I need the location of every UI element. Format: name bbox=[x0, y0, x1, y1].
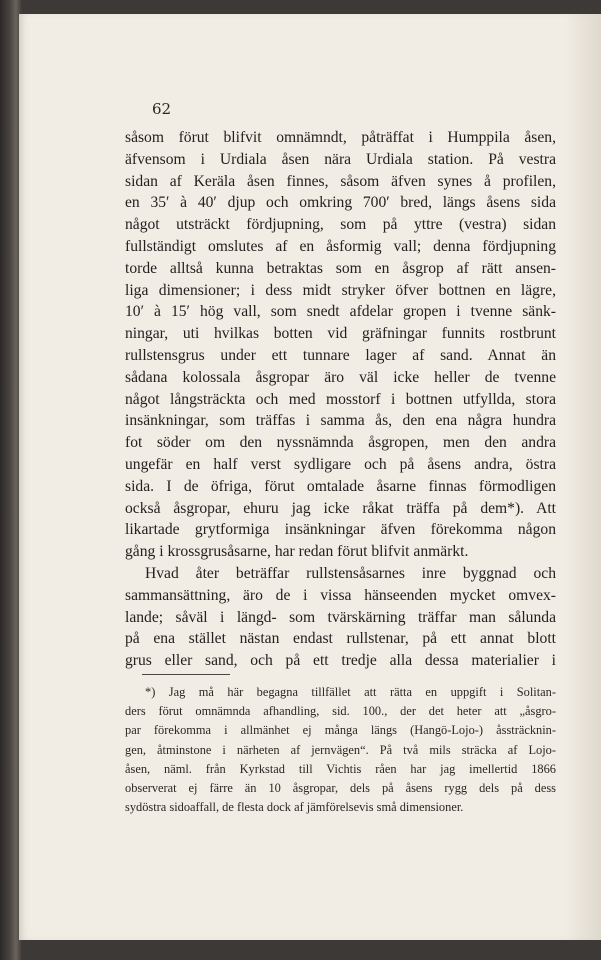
body-text bbox=[125, 127, 556, 672]
footnote-line: gen, åtminstone i närheten af jernvägen“. På två mils sträcka af Lojo- bbox=[125, 742, 556, 757]
body-line: en 35′ à 40′ djup och omkring 700′ bred, längs åsens sida bbox=[125, 194, 556, 212]
body-line: rullstensgrus under ett tunnare lager af sand. Annat än bbox=[125, 346, 556, 364]
body-line: sammansättning, äro de i vissa hänseenden mycket omvex- bbox=[125, 586, 556, 604]
footnote-line: observerat ej färre än 10 åsgropar, dels på åsens rygg dels på dess bbox=[125, 781, 556, 796]
body-line: sida. I de öfriga, förut omtalade åsarne finnas förmodligen bbox=[125, 477, 556, 495]
body-line: grus eller sand, och på ett tredje alla dessa materialier i bbox=[125, 652, 556, 670]
body-line: ningar, uti hvilkas botten vid gräfningar funnits rostbrunt bbox=[125, 325, 556, 343]
body-line: torde alltså kunna betraktas som en åsgrop af rätt ansen- bbox=[125, 259, 556, 277]
body-line: såsom förut blifvit omnämndt, påträffat i Humppila åsen, bbox=[125, 129, 556, 146]
body-line: sådana kolossala åsgropar äro väl icke heller de tvenne bbox=[125, 368, 556, 386]
body-line: Hvad åter beträffar rullstensåsarnes inre byggnad och bbox=[145, 564, 556, 582]
footnote-line: par förekomma i allmänhet ej många längs (Hangö-Lojo-) åssträcknin- bbox=[125, 723, 556, 738]
body-line: på ena stället nästan endast rullstenar, på ett annat blott bbox=[125, 630, 556, 648]
footnote-divider bbox=[142, 674, 230, 675]
body-line: också åsgropar, ehuru jag icke råkat träffa på dem*). Att bbox=[125, 499, 556, 517]
footnote-line: sydöstra sidoaffall, de flesta dock af jämförelsevis små dimensioner. bbox=[125, 800, 464, 815]
body-line: liga dimensioner; i dess midt stryker öfver bottnen en lägre, bbox=[125, 281, 556, 299]
body-line: gång i krossgrusåsarne, har redan förut blifvit anmärkt. bbox=[125, 543, 469, 561]
body-line: lande; såväl i längd- som tvärskärning träffar man sålunda bbox=[125, 608, 556, 626]
footnote-line: *) Jag må här begagna tillfället att rätta en uppgift i Solitan- bbox=[145, 685, 556, 699]
body-line: 10′ à 15′ hög vall, som snedt afdelar gropen i tvenne sänk- bbox=[125, 303, 556, 321]
body-line: fullständigt omslutes af en åsformig vall; denna fördjupning bbox=[125, 237, 556, 255]
body-line: ungefär en half verst sydligare och på åsens andra, östra bbox=[125, 455, 556, 473]
body-line: sidan af Keräla åsen finnes, såsom äfven synes å profilen, bbox=[125, 172, 556, 190]
body-line: insänkningar, som träffas i samma ås, den ena några hundra bbox=[125, 412, 556, 430]
body-line: något utsträckt fördjupning, som på yttre (vestra) sidan bbox=[125, 216, 556, 234]
body-line: fot söder om den nyssnämnda åsgropen, men den andra bbox=[125, 434, 556, 452]
footnote bbox=[125, 683, 556, 817]
page-number: 62 bbox=[152, 100, 172, 118]
body-line: likartade grytformiga insänkningar äfven förekomma någon bbox=[125, 521, 556, 539]
body-line: något långsträckta och med mosstorf i bottnen utfyllda, stora bbox=[125, 390, 556, 408]
footnote-line: ders förut omnämnda afhandling, sid. 100., der det heter att „åsgro- bbox=[125, 704, 556, 719]
page-edge-shadow bbox=[565, 14, 601, 940]
body-line: äfvensom i Urdiala åsen nära Urdiala station. På vestra bbox=[125, 150, 556, 168]
footnote-line: åsen, näml. från Kyrkstad till Vichtis råen har jag imellertid 1866 bbox=[125, 761, 556, 776]
